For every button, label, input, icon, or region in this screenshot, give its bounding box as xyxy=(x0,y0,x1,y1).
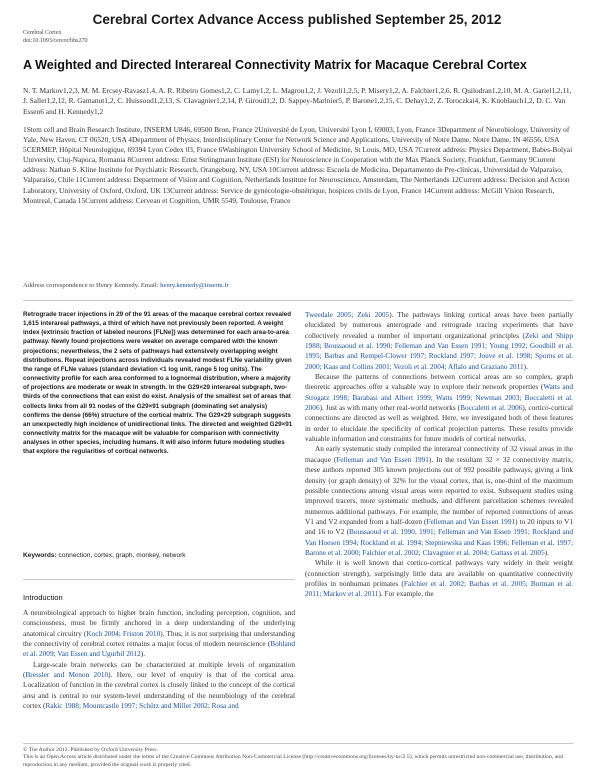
header-divider xyxy=(23,300,573,301)
citation-link[interactable]: Felleman and Van Essen 1991 xyxy=(426,516,516,526)
body-paragraph-2: Because the patterns of connections between cortical areas are so complex, graph theoretic approaches offer a valuable way to explore their network properties (Watts and Strogatz 1998; Barabasi and Albert 1999; Watts 1999; Newman 2003; Boccaletti et al. 2006). Just as with many other real-world networks (Boccaletti et al. 2006), cortico-cortical connections are directed as well as weighted. Here, we investigated both of these features in order to elucidate the specificity of cortical projection patterns. These results provide valuable information and constraints for future models of cortical networks. xyxy=(305,372,574,444)
body-paragraph-3: An early systematic study compiled the interareal connectivity of 32 visual areas in the macaque (Felleman and Van Essen 1991). In the resultant 32 × 32 connectivity matrix, these authors reported 305 known projections out of 992 possible pathways, giving a link density (or graph density) of 32% for the visual cortex, that is, one-third of the maximum possible connections among visual areas were reported to exist. Subsequent studies using improved tracers, more systematic methods, and different parcellation schemes revealed numerous additional pathways. For example, the number of reported connections of areas V1 and V2 expanded from a half-dozen (Felleman and Van Essen 1991) to 20 inputs to V1 and 16 to V2 (Boussaoud et al. 1990, 1991; Felleman and Van Essen 1991; Rockland and Van Hoesen 1994; Rockland et al. 1994; Stepniewska and Kaas 1996; Felleman et al. 1997; Barone et al. 2000; Falchier et al. 2002; Clavagnier et al. 2004; Gattass et al. 2005). xyxy=(305,444,573,557)
citation-link[interactable]: Falchier et al. 2002; Barbas et al. 2005; Burman et al. 2011; Markov et al. 2011 xyxy=(305,578,574,599)
doi-link[interactable]: doi:10.1093/cercor/bhs270 xyxy=(23,38,88,44)
citation-link[interactable]: Boccaletti et al. 2006 xyxy=(460,403,523,413)
keywords-label: Keywords: xyxy=(23,552,57,559)
citation-link[interactable]: Boussaoud et al. 1990, 1991; Felleman and Van Essen 1991; Rockland and Van Hoesen 1994; Rockland et al. 1994; Stepniewska and Kaas 1996; Felleman et al. 1997; Barone et al. 2000; Falchier et al. 2002; Clavagnier et al. 2004; Gattass et al. 2005 xyxy=(305,527,573,557)
correspondence-email-link[interactable]: henry.kennedy@inserm.fr xyxy=(160,282,229,289)
citation-link[interactable]: Felleman and Van Essen 1991 xyxy=(336,454,429,464)
keywords-text: connection, cortex, graph, monkey, network xyxy=(56,552,186,559)
right-column-body xyxy=(305,310,573,600)
left-column-body xyxy=(23,608,295,711)
citation-link[interactable]: Tweedale 2005; Zeki 2005 xyxy=(305,310,390,319)
citation-link[interactable]: Watts and Strogatz 1998; Barabasi and Albert 1999; Watts 1999; Newman 2003; Boccaletti et al. 2006 xyxy=(305,382,574,413)
intro-paragraph-2: Large-scale brain networks can be characterized at multiple levels of organization (Bressler and Menon 2010). Here, our level of enquiry is that of the cortical area. Localization of function in the cerebral cortex is closely linked to the concept of the cortical area and is central to our system-level understanding of the neurobiology of the cerebral cortex (Rakic 1988; Mountcastle 1997; Schütz and Miller 2002; Rosa and xyxy=(23,659,295,711)
citation-link[interactable]: Bohland et al. 2009; Van Essen and Ugurbil 2012 xyxy=(23,639,295,659)
correspondence xyxy=(23,282,229,289)
affiliations: 1Stem cell and Brain Research Institute, INSERM U846, 69500 Bron, France 2Université de Lyon, Université Lyon I, 69003, Lyon, France 3Department of Neurobiology, University of Yale, New Haven, CT 06520, USA 4Department of Physics, Interdisciplinary Center for Network Science and Applications, University of Notre Dame, Notre Dame, IN 46556, USA 5CERMEP, Hôpital Neurologique, 69394 Lyon Cedex 03, France 6Washington University School of Medicine, St Louis, MO, USA 7Current address: Physics Department, Babes-Bolyai University, Cluj-Napoca, Romania 8Current address: Ernst Strüngmann Institute (ESI) for Neuroscience in Cooperation with the Max Planck Society, Frankfurt, Germany 9Current address: Nathan S. Kline Institute for Psychiatric Research, Orangeburg, NY, USA 10Current address: Escuela de Medicina, Departamento de Pre-clínicas, Universidad de Valparaíso, Valparaíso, Chile 11Current address: Department of Vision and Cognition, Netherlands Institute for Neuroscience, Amsterdam, The Netherlands 12Current address: Decision and Action Laboratory, University of Oxford, Oxford, UK 13Current address: Service de gynécologie-obstétrique, hospices civils de Lyon, France 14Current address: McGill Vision Research, Montreal, Canada 15Current address: Cerveau et Cognition, UMR 5549, Toulouse, France xyxy=(23,125,573,205)
abstract-divider xyxy=(23,579,295,580)
article-title: A Weighted and Directed Interareal Connectivity Matrix for Macaque Cerebral Cortex xyxy=(23,58,527,72)
intro-paragraph-1: A neurobiological approach to higher brain function, including perception, cognition, and consciousness, must be firmly anchored in a deep understanding of the underlying anatomical circuitry (Koch 2004; Friston 2010). Thus, it is not surprising that understanding the connectivity of cerebral cortex remains a major focus of modern neuroscience (Bohland et al. 2009; Van Essen and Ugurbil 2012). xyxy=(23,608,295,659)
footer-divider xyxy=(23,743,573,744)
advance-access-banner: Cerebral Cortex Advance Access published September 25, 2012 xyxy=(92,12,502,27)
correspondence-label: Address correspondence to Henry Kennedy. Email: xyxy=(23,282,161,289)
citation-link[interactable]: Rakic 1988; Mountcastle 1997; Schütz and Miller 2002; Rosa and xyxy=(45,701,239,711)
journal-info xyxy=(23,29,88,45)
citation-link[interactable]: Bressler and Menon 2010 xyxy=(25,670,109,680)
section-heading-introduction: Introduction xyxy=(23,593,63,602)
citation-link[interactable]: Koch 2004; Friston 2010 xyxy=(86,628,161,638)
citation-link[interactable]: Zeki and Shipp 1988; Boussaoud et al. 1990; Felleman and Van Essen 1991; Young 1992; Goodhill et al. 1995; Barbas and Rempel-Clower 1997; Rockland 1997; Jouve et al. 1998; Sporns et al. 2000; Kaas and Collins 2001; Vezoli et al. 2004; Aflalo and Graziano 2011 xyxy=(305,330,573,371)
journal-name: Cerebral Cortex xyxy=(23,30,62,36)
license-text: This is an Open Access article distributed under the terms of the Creative Commons Attribution Non-Commercial License (http://creativecommons.org/licenses/by-nc/2.5), which permits unrestricted non-commercial use, distribution, and reproduction in any medium, provided the original work is properly cited. xyxy=(23,754,563,768)
abstract: Retrograde tracer injections in 29 of the 91 areas of the macaque cerebral cortex revealed 1,615 interareal pathways, a third of which have not previously been reported. A weight index (extrinsic fraction of labeled neurons [FLNe]) was determined for each area-to-area pathway. Newly found projections were weaker on average compared with the known projections; nevertheless, the 2 sets of pathways had extensively overlapping weight distributions. Repeat injections across individuals revealed modest FLNe variability given the range of FLNe values (standard deviation <1 log unit, range 5 log units). The connectivity profile for each area conformed to a lognormal distribution, where a majority of projections are moderate or weak in strength. In the G29×29 interareal subgraph, two-thirds of the connections that can exist do exist. Analysis of the smallest set of areas that collects links from all 91 nodes of the G29×91 subgraph (dominating set analysis) confirms the dense (66%) structure of the cortical matrix. The G29×29 subgraph suggests an unexpectedly high incidence of unidirectional links. The directed and weighted G29×91 connectivity matrix for the macaque will be valuable for comparison with connectivity analyses in other species, including humans. It will also inform future modeling studies that explore the regularities of cortical networks. xyxy=(23,311,293,456)
keywords xyxy=(23,552,295,559)
author-list: N. T. Markov1,2,3, M. M. Ercsey-Ravasz1,4, A. R. Ribeiro Gomes1,2, C. Lamy1,2, L. Magrou1,2, J. Vezoli1,2,5, P. Misery1,2, A. Falchier1,2,6, R. Quilodran1,2,10, M. A. Gariel1,2,11, J. Sallet1,2,12, R. Gamanut1,2, C. Huissoud1,2,13, S. Clavagnier1,2,14, P. Giroud1,2, D. Sappey-Marinier5, P. Barone1,2,15, C. Dehay1,2, Z. Toroczkai4, K. Knoblauch1,2, D. C. Van Essen6 and H. Kennedy1,2 xyxy=(23,86,572,116)
body-paragraph-1: Tweedale 2005; Zeki 2005). The pathways linking cortical areas have been partially elucidated by numerous anterograde and retrograde tracing experiments that have collectively revealed a number of important organizational principles (Zeki and Shipp 1988; Boussaoud et al. 1990; Felleman and Van Essen 1991; Young 1992; Goodhill et al. 1995; Barbas and Rempel-Clower 1997; Rockland 1997; Jouve et al. 1998; Sporns et al. 2000; Kaas and Collins 2001; Vezoli et al. 2004; Aflalo and Graziano 2011). xyxy=(305,310,573,371)
body-paragraph-4: While it is well known that cortico-cortical pathways vary widely in their weight (connection strength), surprisingly little data are available on quantitative connectivity profiles in nonhuman primates (Falchier et al. 2002; Barbas et al. 2005; Burman et al. 2011; Markov et al. 2011). For example, the xyxy=(305,558,574,599)
copyright-line: © The Author 2012. Published by Oxford University Press. xyxy=(23,747,159,753)
copyright-footer xyxy=(23,747,573,769)
